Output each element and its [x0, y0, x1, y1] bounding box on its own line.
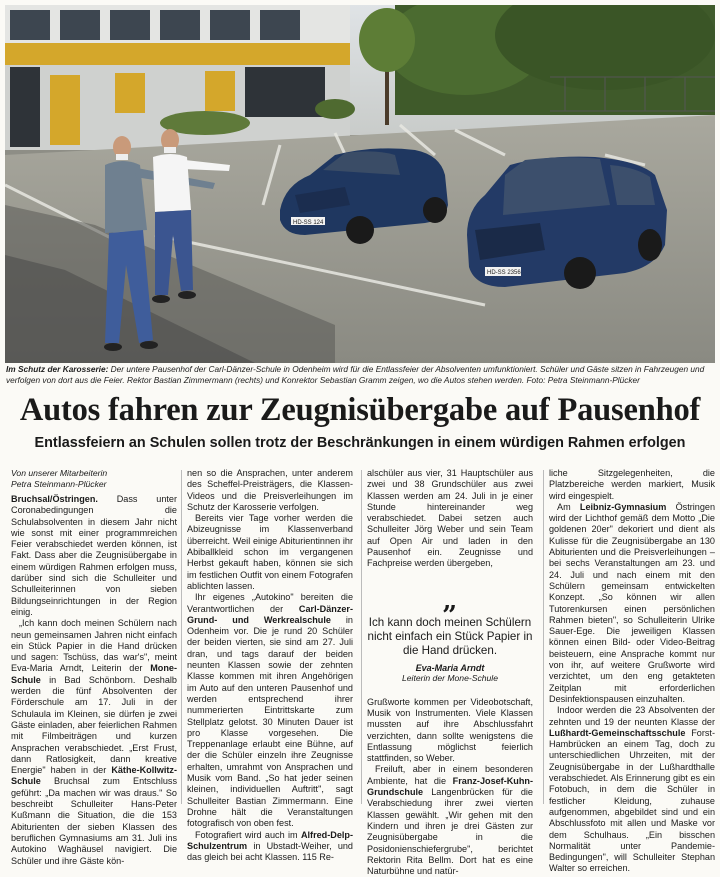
paragraph-text: Östringen wird der Lichthof gemäß dem Motto „Die goldenen 20er" dekoriert und dient als Kulisse für die Zeugnisübergabe an 130 Abiturienten und die Preisverleihungen – bei sechs Veranstaltungen am 23. und 24. Juli und nach einem mit den Schülern gemeinsam entwickelten Konzept. „So können wir allen Tutorenkursen einen persönlichen Rahmen bieten", so Schulleiterin Ulrike Sauer-Ege. Die jeweiligen Klassen können einen Bild- oder Video-Beitrag beisteuern, eine Ansprache kommt nur von ihr, auf weitere Grußworte wird verzichtet, um den eng getakteten Zeitplan mit erforderlichen Desinfektionspausen einzuhalten.	[549, 501, 715, 704]
column-3	[367, 468, 533, 877]
quote-author: Eva-Maria Arndt	[415, 662, 485, 673]
column-1	[11, 468, 177, 867]
paragraph-text: in Bad Schönborn. Deshalb werden die fünf Absolventen der Förderschule am 17. Juli in der Schulaula im Kleinen, sie dürfen je zwei Gäste einladen, aber feierlichen Rahmen mit Filmbeiträgen und kurzen Ansprachen verabschiedet. „Erst Frust, dann Ratlosigkeit, dann kreative Energie" haben in der	[11, 674, 177, 776]
school-name: Lußhardt-Gemeinschaftsschule	[549, 727, 686, 738]
column-4	[549, 468, 715, 875]
paragraph-text: Freiluft, aber in einem besonderen Ambiente, hat die	[367, 764, 533, 786]
paragraph-text: Indoor werden die 23 Absolventen der zehnten und 19 der neunten Klasse der	[549, 705, 715, 727]
school-name: Alfred-Delp-Schulzentrum	[187, 829, 353, 851]
svg-text:HD-SS 2356: HD-SS 2356	[487, 270, 521, 276]
paragraph-text: Ihr eigenes „Autokino" bereiten die Verantwortlichen der	[187, 592, 353, 614]
paragraph-text: Langenbrücken für die Verabschiedung ihrer zwei vierten Klassen gewählt. „Wir gehen mit den Kindern und ihren je drei Gästen zur Zeugnisübergabe in die Posidonienschiefergrube", berichtet Rektorin Rita Bellm. Dort hat es eine Naturbühne und natür-	[367, 787, 533, 877]
paragraph	[549, 705, 715, 874]
paragraph-text: Bruchsal zum Entschluss geführt: „Da machen wir was draus." So beschreibt Schulleiter Hans-Peter Kußmann die Situation, die die 153 Abiturienten der sieben Klassen des beruflichen Gymnasiums am 31. Juli ins Autokino Waghäusel navigiert. Die Schüler und ihre Gäste kön-	[11, 776, 177, 866]
paragraph-text: in Ubstadt-Weiher, und das gleich bei acht Klassen. 115 Re-	[187, 840, 353, 863]
paragraph-text: Fotografiert wird auch im	[195, 829, 301, 840]
school-name: Carl-Dänzer-Grund- und Werkrealschule	[187, 603, 353, 625]
paragraph-text: Dass unter Coronabedingungen die Schulabsolventen in diesem Jahr nicht wie sonst mit einer programmreichen Feier verabschiedet werden können, ist Fakt. Dass aber die Zeugnisübergabe in einem würdigen Rahmen erfolgen muss, darüber sind sich die Schulleiter und Schulleiterinnen von sieben Bildungseinrichtungen in der Region einig.	[11, 494, 177, 617]
paragraph: Bereits vier Tage vorher werden die Abizeugnisse im Klassenverband überreicht. Weil einige Abiturientinnen ihr Abiballkleid schon im vergangenen Herbst gekauft haben, können sie sich im festlichen Outfit von einem Fotografen ablichten lassen.	[187, 513, 353, 591]
dateline: Bruchsal/Östringen.	[11, 494, 98, 504]
pull-quote	[367, 585, 533, 683]
paragraph	[11, 494, 177, 618]
quote-text: Ich kann doch meinen Schülern nicht einfach ein Stück Papier in die Hand drücken.	[367, 615, 533, 657]
quote-mark-icon: „	[442, 585, 458, 616]
byline-author: Petra Steinmann-Plücker	[11, 478, 107, 489]
paragraph-text: in Odenheim vor. Die je rund 20 Schüler der beiden vierten, sie sind am 27. Juli dran, und tags darauf der beiden neunten Klassen sowie der zehnten Klasse kommen mit ihren Angehörigen im Auto auf den unteren Pausenhof und werden entsprechend ihrer nummerierten Eintrittskarte zum Stellplatz gelotst. 30 Minuten Dauer ist pro Klasse vorgesehen. Die Treppenanlage erlaubt eine Bühne, auf der die Schüler einzeln ihre Zeugnisse erhalten, umrahmt von Ansprachen und Musik vom Band. „So hat jeder seinen kleinen, individuellen Auftritt", sagt Schulleiter Bastian Zimmermann. Eine Drohne hält die Veranstaltungen fotografisch von oben fest.	[187, 614, 353, 829]
svg-text:HD-SS 124: HD-SS 124	[293, 220, 324, 226]
article-subheadline: Entlassfeiern an Schulen sollen trotz der Beschränkungen in einem würdigen Rahmen erfolgen	[34, 435, 686, 451]
article-photo	[5, 5, 715, 363]
paragraph-text: Am	[557, 501, 580, 512]
column-divider	[543, 470, 544, 804]
column-divider	[181, 470, 182, 804]
column-divider	[361, 470, 362, 804]
byline	[11, 468, 177, 489]
paragraph: liche Sitzgelegenheiten, die Platzbereiche werden markiert, Musik wird eingespielt.	[549, 468, 715, 501]
school-name: Leibniz-Gymnasium	[579, 501, 667, 512]
schoolyard-photo	[5, 5, 715, 363]
quote-role: Leiterin der Mone-Schule	[401, 672, 499, 683]
paragraph	[11, 618, 177, 867]
paragraph: alschüler aus vier, 31 Hauptschüler aus zwei und 38 Grundschüler aus zwei Klassen werden am 24. Juli in je einer Stunde hintereinander weg verabschiedet. Dabei setzen auch Schulleiter Jörg Weber und sein Team auf Open Air und laden in den Pausenhof ein. Zeugnisse und Fachpreise werden übergeben,	[367, 468, 533, 569]
photo-caption	[6, 364, 714, 386]
paragraph	[367, 764, 533, 877]
school-name: Mone-Schule	[11, 663, 177, 685]
article-headline: Autos fahren zur Zeugnisübergabe auf Pausenhof	[19, 392, 701, 428]
paragraph-text: „Ich kann doch meinen Schülern nach neun gemeinsamen Jahren nicht einfach ein Stück Papier in die Hand drücken und sagen: Tschüss, das war's", meint Eva-Maria Arndt, Leiterin der	[11, 618, 177, 674]
caption-lead: Im Schutz der Karosserie:	[6, 364, 109, 374]
paragraph	[187, 830, 353, 864]
column-2	[187, 468, 353, 863]
paragraph: nen so die Ansprachen, unter anderem des Scheffel-Preisträgers, die Klassen-Videos und die Preisverleihungen im Schutz der Karosserie verfolgen.	[187, 468, 353, 512]
paragraph-text: Forst-Hambrücken an einem Tag, doch zu unterschiedlichen Uhrzeiten, mit der Zeugnisübergabe in der Lußhardthalle verabschiedet. Als Erinnerung gibt es ein Fotobuch, in dem die Schüler in festlicher Kleidung, zuhause aufgenommen, abgebildet sind und ein Abschlussfoto mit allen und Maske vor dem Schulhaus. „Ein bisschen Normalität unter Pandemie-Bedingungen", will Schulleiter Stephan Walter so erreichen.	[549, 727, 715, 874]
paragraph	[549, 502, 715, 705]
byline-label: Von unserer Mitarbeiterin	[11, 468, 108, 478]
paragraph	[187, 592, 353, 829]
school-name: Franz-Josef-Kuhn-Grundschule	[367, 775, 533, 798]
school-name: Käthe-Kollwitz-Schule	[11, 765, 177, 787]
caption-text: Der untere Pausenhof der Carl-Dänzer-Schule in Odenheim wird für die Entlassfeier der Absolventen umfunktioniert. Schüler und Gäste sitzen in Fahrzeugen und verfolgen von dort aus die Feier. Rektor Bastian Zimmermann (rechts) und Konrektor Sebastian Gramm zeigen, wo die Autos stehen werden. Foto: Petra Steinmann-Plücker	[6, 364, 705, 385]
paragraph: Grußworte kommen per Videobotschaft, Musik von Instrumenten. Viele Klassen mussten auf ihre Abschlussfahrt verzichten, dann sollte wenigstens die Entlassung möglichst feierlich stattfinden, so Weber.	[367, 696, 533, 764]
